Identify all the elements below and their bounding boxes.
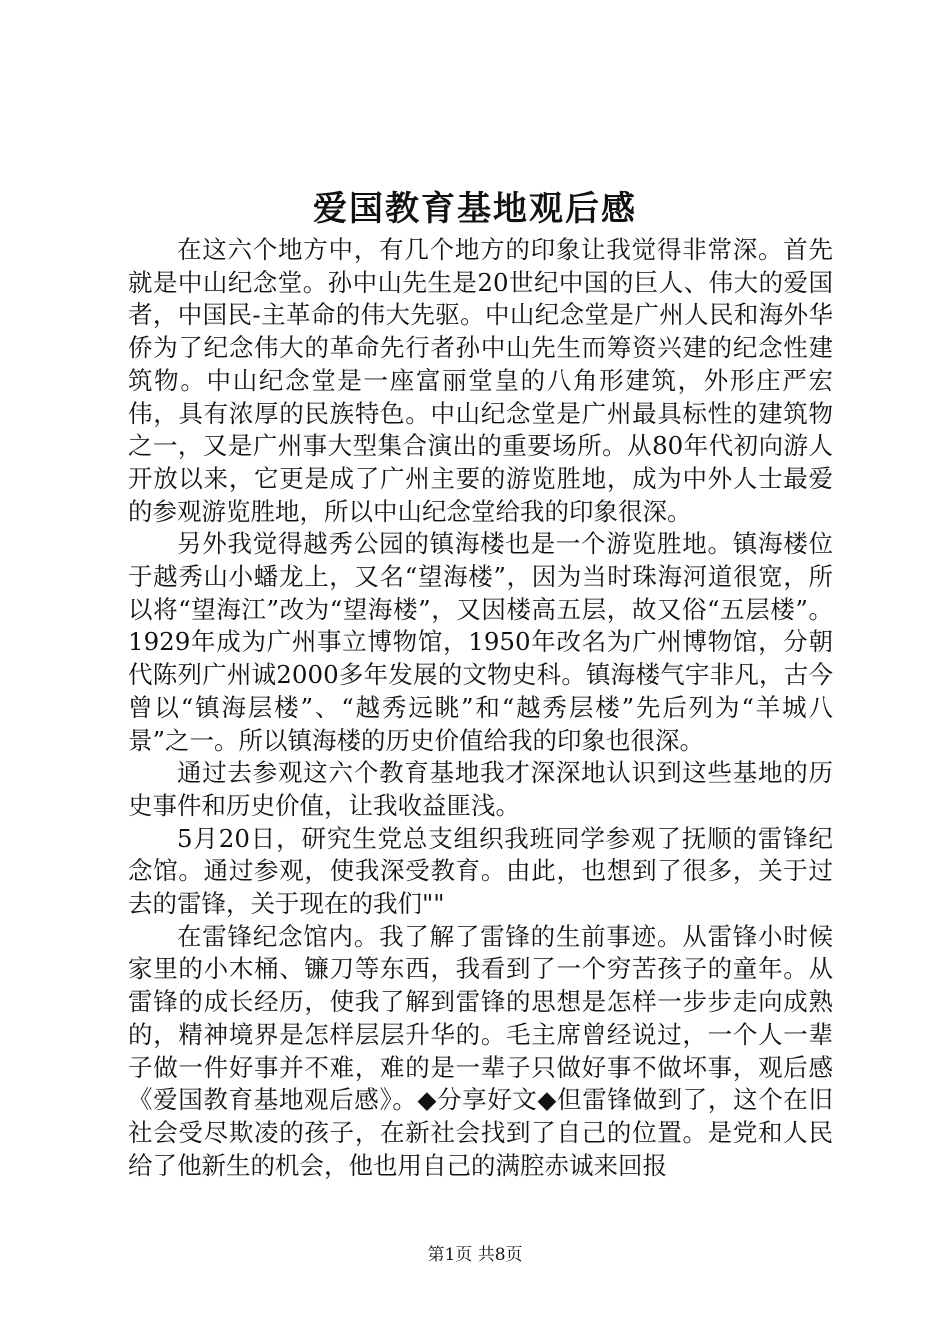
paragraph: 另外我觉得越秀公园的镇海楼也是一个游览胜地。镇海楼位于越秀山小蟠龙上，又名“望海楼”，因为当时珠海河道很宽，所以将“望海江”改为“望海楼”，又因楼高五层，故又俗“五层楼”。1929年成为广州事立博物馆，1950年改名为广州博物馆，分朝代陈列广州诚2000多年发展的文物史科。镇海楼气宇非凡，古今曾以“镇海层楼”、“越秀远眺”和“越秀层楼”先后列为“羊城八景”之一。所以镇海楼的历史价值给我的印象也很深。 xyxy=(128,529,833,755)
paragraph: 在这六个地方中，有几个地方的印象让我觉得非常深。首先就是中山纪念堂。孙中山先生是20世纪中国的巨人、伟大的爱国者，中国民-主革命的伟大先驱。中山纪念堂是广州人民和海外华侨为了纪念伟大的革命先行者孙中山先生而筹资兴建的纪念性建筑物。中山纪念堂是一座富丽堂皇的八角形建筑，外形庄严宏伟，具有浓厚的民族特色。中山纪念堂是广州最具标性的建筑物之一，又是广州事大型集合演出的重要场所。从80年代初向游人开放以来，它更是成了广州主要的游览胜地，成为中外人士最爱的参观游览胜地，所以中山纪念堂给我的印象很深。 xyxy=(128,235,833,526)
paragraph: 5月20日，研究生党总支组织我班同学参观了抚顺的雷锋纪念馆。通过参观，使我深受教育。由此，也想到了很多，关于过去的雷锋，关于现在的我们"" xyxy=(128,823,833,919)
paragraph: 通过去参观这六个教育基地我才深深地认识到这些基地的历史事件和历史价值，让我收益匪浅。 xyxy=(128,758,833,820)
document-body xyxy=(128,234,833,1182)
page-footer: 第1页 共8页 xyxy=(427,1245,523,1265)
paragraph: 在雷锋纪念馆内。我了解了雷锋的生前事迹。从雷锋小时候家里的小木桶、镰刀等东西，我看到了一个穷苦孩子的童年。从雷锋的成长经历，使我了解到雷锋的思想是怎样一步步走向成熟的，精神境界是怎样层层升华的。毛主席曾经说过，一个人一辈子做一件好事并不难，难的是一辈子只做好事不做坏事，观后感《爱国教育基地观后感》。◆分享好文◆但雷锋做到了，这个在旧社会受尽欺凌的孩子，在新社会找到了自己的位置。是党和人民给了他新生的机会，他也用自己的满腔赤诚来回报 xyxy=(128,921,833,1180)
page-title: 爱国教育基地观后感 xyxy=(313,189,637,229)
